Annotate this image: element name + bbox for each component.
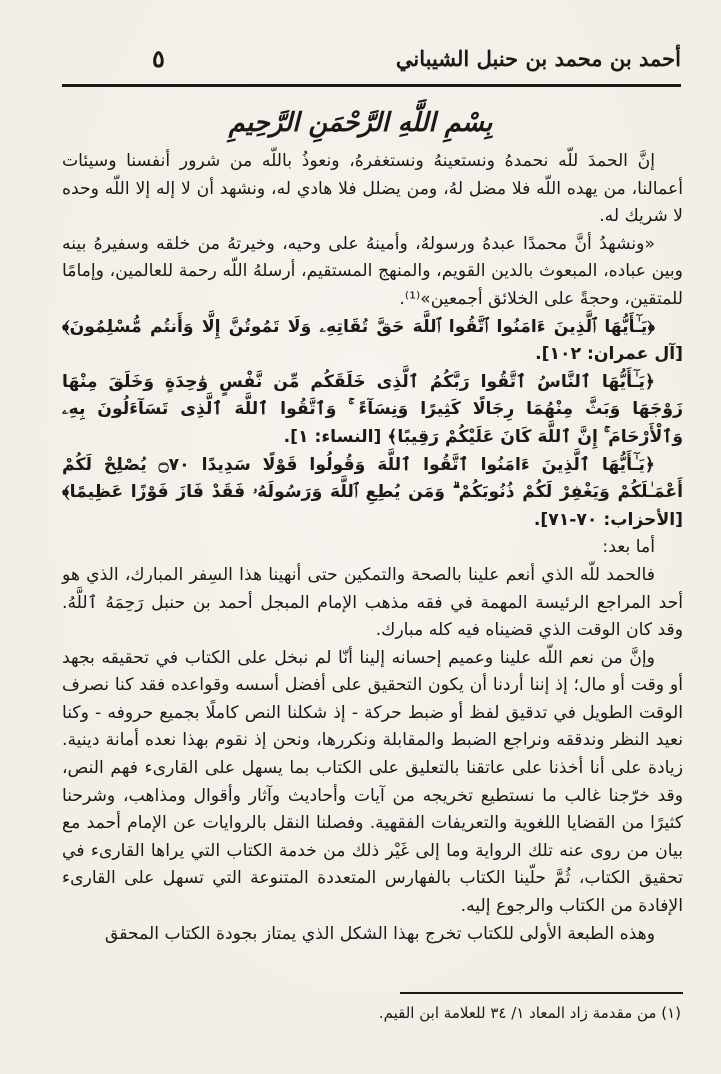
running-title: أحمد بن محمد بن حنبل الشيباني: [395, 46, 681, 71]
paragraph-praise: فالحمد للّه الذي أنعم علينا بالصحة والتمكين حتى أنهينا هذا السِفر المبارك، الذي هو أحد المراجع الرئيسة المهمة في فقه مذهب الإمام المبجل أحمد بن حنبل رَحِمَهُ ٱللَّهُ. وقد كان الوقت الذي قضيناه فيه كله مبارك.: [62, 564, 683, 641]
footnote: (١) من مقدمة زاد المعاد ١/ ٣٤ للعلامة ابن القيم.: [378, 1004, 681, 1022]
verse-al-ahzab: ﴿يَـٰٓأَيُّهَا ٱلَّذِينَ ءَامَنُوا ٱتَّقُوا ٱللَّهَ وَقُولُوا قَوْلًا سَدِيدًا ۝٧٠ يُصْلِحْ لَكُمْ أَعْمَـٰلَكُمْ وَيَغْفِرْ لَكُمْ ذُنُوبَكُمْ ۗ وَمَن يُطِعِ ٱللَّهَ وَرَسُولَهُۥ فَقَدْ فَازَ فَوْزًا عَظِيمًا﴾ [الأحزاب: ٧٠-٧١].: [62, 454, 683, 530]
verse-an-nisa: ﴿يَـٰٓأَيُّهَا ٱلنَّاسُ ٱتَّقُوا رَبَّكُمُ ٱلَّذِى خَلَقَكُم مِّن نَّفْسٍ وَٰحِدَةٍ وَخَلَقَ مِنْهَا زَوْجَهَا وَبَثَّ مِنْهُمَا رِجَالًا كَثِيرًا وَنِسَآءً ۚ وَٱتَّقُوا ٱللَّهَ ٱلَّذِى تَسَآءَلُونَ بِهِۦ وَٱلْأَرْحَامَ ۚ إِنَّ ٱللَّهَ كَانَ عَلَيْكُمْ رَقِيبًا﴾ [النساء: ١].: [62, 371, 683, 447]
paragraph-testimony: «ونشهدُ أنَّ محمدًا عبدهُ ورسولهُ، وأمينهُ على وحيه، وخيرتهُ من خلقه وسفيرهُ بينه وبين عباده، المبعوث بالدين القويم، والمنهج المستقيم، أرسلهُ اللّه رحمة للعالمين، وإمامًا للمتقين، وحجةً على الخلائق أجمعين»⁽¹⁾.: [62, 233, 683, 309]
amma-bad-heading: أما بعد:: [602, 537, 655, 558]
footnote-rule: [400, 992, 683, 994]
page-number: ٥: [152, 44, 165, 73]
verse-al-imran: ﴿يَـٰٓأَيُّهَا ٱلَّذِينَ ءَامَنُوا ٱتَّقُوا ٱللَّهَ حَقَّ تُقَاتِهِۦ وَلَا تَمُوتُنَّ إِلَّا وَأَنتُم مُّسْلِمُونَ﴾ [آل عمران: ١٠٢].: [62, 316, 683, 365]
basmala: بِسْمِ اللَّهِ الرَّحْمَنِ الرَّحِيمِ: [228, 108, 493, 138]
header-rule: [62, 84, 681, 87]
page-header: [62, 44, 681, 84]
body-text: [62, 148, 683, 948]
paragraph-methodology: وإنَّ من نعم اللّه علينا وعميم إحسانه إلينا أنّا لم نبخل على الكتاب في تحقيقه بجهد أو وقت أو مال؛ إذ إننا أردنا أن يكون التحقيق على أفضل أسسه وقواعده فقد كنا نصرف الوقت الطويل في تدقيق لفظ أو ضبط حركة - إذ شكلنا النص كاملًا بجميع حروفه - وكنا نعيد النظر وندققه ونراجع الضبط والمقابلة ونكررها، ونحن إذ نقوم بهذا نعده أمانة دينية. زيادة على أنا أخذنا على عاتقنا بالتعليق على الكتاب بما يسهل على القارىء فهم النص، وقد خرّجنا غالب ما نستطيع تخريجه من آيات وأحاديث وآثار وأقوال ومذاهب، وشرحنا كثيرًا من القضايا اللغوية والتعريفات الفقهية. وفصلنا النقل بالروايات عن الإمام أحمد مع بيان من روى عنه تلك الرواية وما إلى غَيْر ذلك من خدمة الكتاب التي يراها القارىء في تحقيق الكتاب، ثُمَّ حلّينا الكتاب بالفهارس المتعددة المتنوعة التي تسهل على القارىء الإفادة من الكتاب والرجوع إليه.: [62, 647, 683, 917]
paragraph-opening: إنَّ الحمدَ للّه نحمدهُ ونستعينهُ ونستغفرهُ، ونعوذُ باللّه من شرور أنفسنا وسيئات أعمالنا، من يهده اللّه فلا مضل لهُ، ومن يضلل فلا هادي له، ونشهد أن لا إله إلا اللّه وحده لا شريك له.: [62, 151, 683, 227]
paragraph-first-edition: وهذه الطبعة الأولى للكتاب تخرج بهذا الشكل الذي يمتاز بجودة الكتاب المحقق: [104, 923, 655, 944]
